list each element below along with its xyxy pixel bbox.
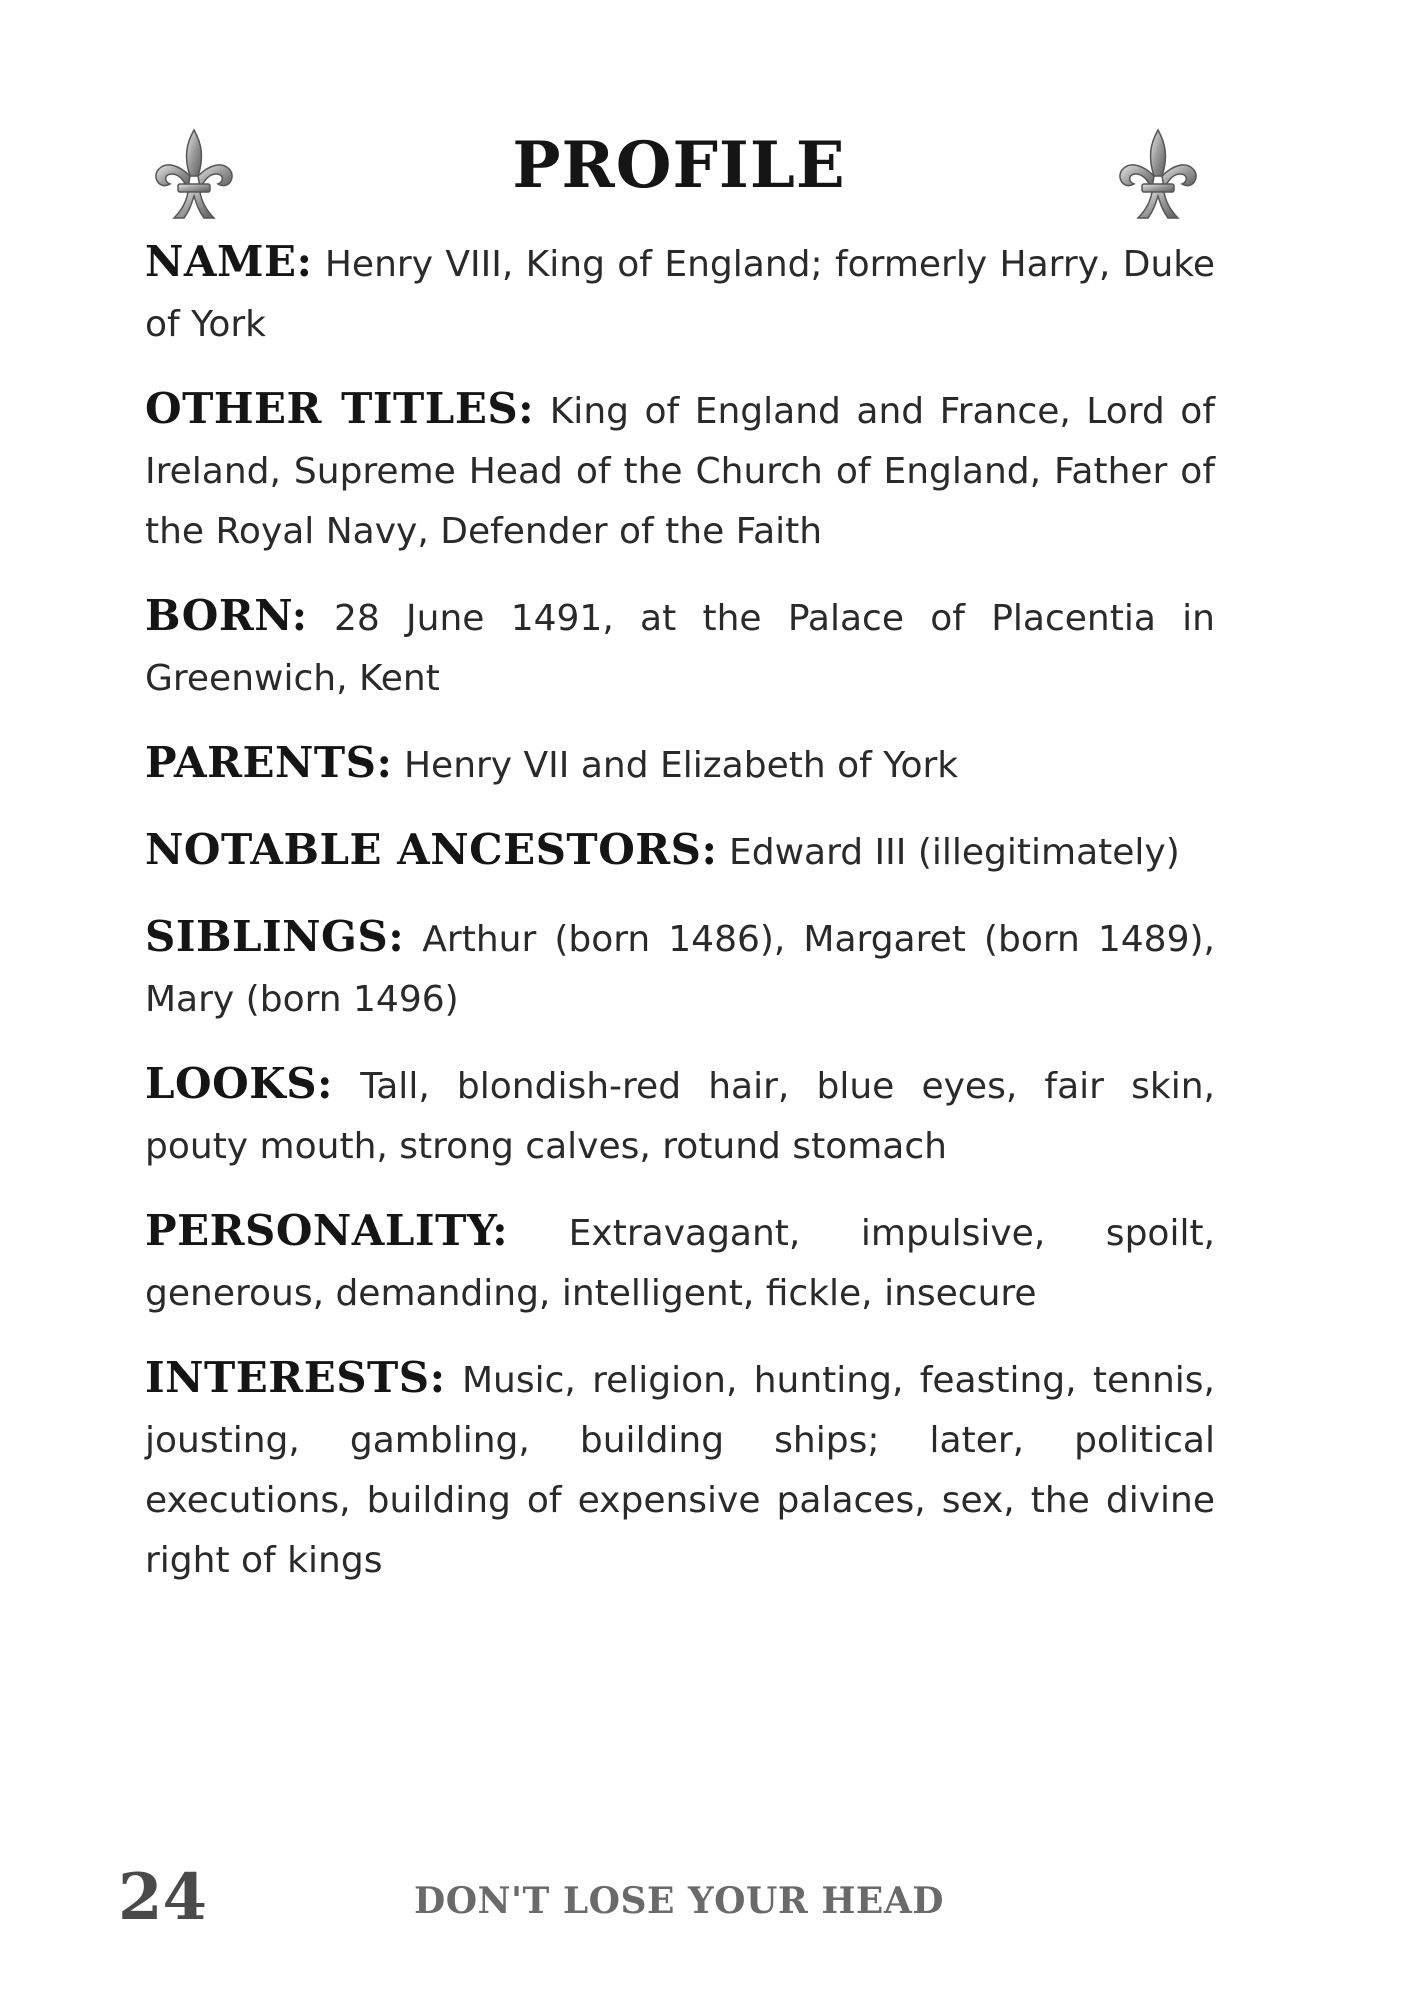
- entry-text: Henry VIII, King of England; formerly Harry, Duke of York: [145, 244, 1215, 345]
- entry-notable-ancestors: [145, 820, 1215, 883]
- running-footer-title: DON'T LOSE YOUR HEAD: [414, 1880, 944, 1922]
- entry-label: PERSONALITY:: [145, 1206, 509, 1255]
- entry-name: [145, 232, 1215, 355]
- entry-label: BORN:: [145, 591, 308, 640]
- fleur-de-lis-icon: [1114, 126, 1202, 226]
- entry-born: [145, 586, 1215, 709]
- entry-text: Arthur (born 1486), Margaret (born 1489), Mary (born 1496): [145, 919, 1215, 1020]
- profile-entries: [145, 232, 1215, 1615]
- entry-label: LOOKS:: [145, 1059, 334, 1108]
- entry-label: NOTABLE ANCESTORS:: [145, 825, 718, 874]
- entry-label: OTHER TITLES:: [145, 384, 535, 433]
- page-title: PROFILE: [512, 128, 846, 203]
- entry-label: PARENTS:: [145, 738, 393, 787]
- entry-other-titles: [145, 379, 1215, 562]
- entry-interests: [145, 1348, 1215, 1591]
- entry-label: INTERESTS:: [145, 1353, 446, 1402]
- entry-text: Edward III (illegitimately): [728, 832, 1180, 873]
- entry-label: NAME:: [145, 237, 313, 286]
- entry-personality: [145, 1201, 1215, 1324]
- entry-text: Music, religion, hunting, feasting, tennis, jousting, gambling, building ships; later, political executions, building of expensive palaces, sex, the divine right of kings: [145, 1360, 1215, 1581]
- entry-siblings: [145, 907, 1215, 1030]
- entry-text: 28 June 1491, at the Palace of Placentia in Greenwich, Kent: [145, 598, 1216, 699]
- entry-parents: [145, 733, 1215, 796]
- entry-text: Henry VII and Elizabeth of York: [403, 745, 959, 786]
- entry-looks: [145, 1054, 1215, 1177]
- entry-label: SIBLINGS:: [145, 912, 405, 961]
- page-number: 24: [118, 1860, 208, 1935]
- entry-text: Extravagant, impulsive, spoilt, generous, demanding, intelligent, fickle, insecure: [145, 1213, 1216, 1314]
- entry-text: Tall, blondish-red hair, blue eyes, fair skin, pouty mouth, strong calves, rotund stomach: [145, 1066, 1215, 1167]
- entry-text: King of England and France, Lord of Ireland, Supreme Head of the Church of England, Father of the Royal Navy, Defender of the Faith: [145, 391, 1215, 552]
